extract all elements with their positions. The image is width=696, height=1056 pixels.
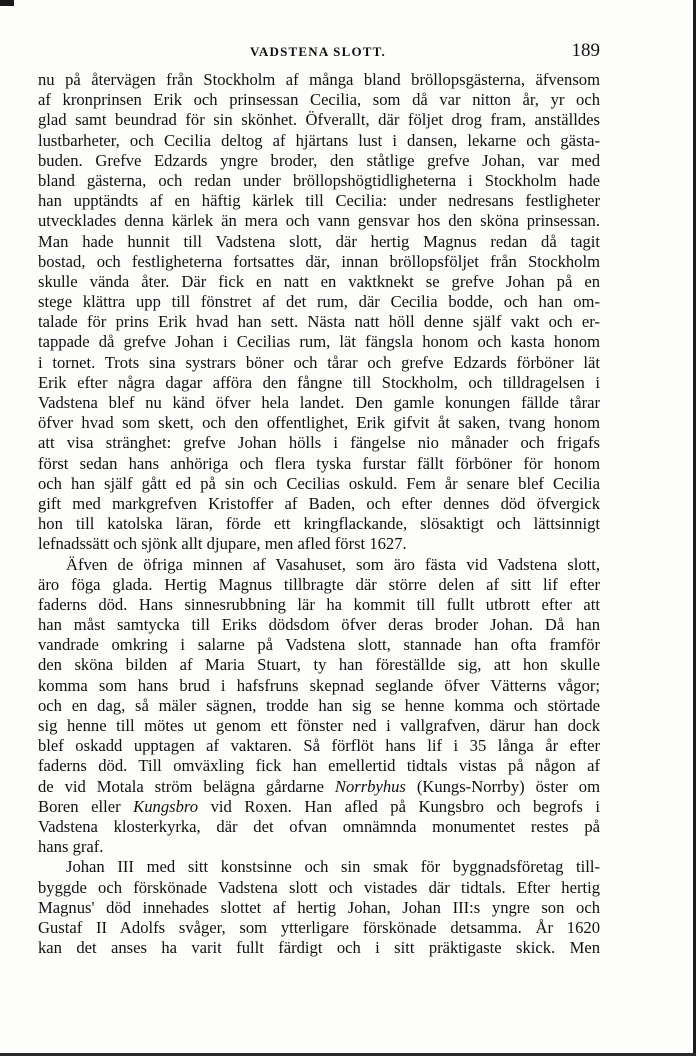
text-line: att visa stränghet: grefve Johan hölls i fängelse nio månader och frigafs [38,433,600,453]
text-segment: vid Roxen. Han afled på Kungsbro och begrofs i [198,796,600,816]
paragraph-end-line: lefnadssätt och sjönk allt djupare, men afled först 1627. [38,534,407,554]
paragraph-first-line: Äfven de öfriga minnen af Vasahuset, som äro fästa vid Vadstena slott, [66,554,600,574]
text-line: och han själf gått ed på sin och Cecilias oskuld. Fem år senare blef Cecilia [38,473,600,493]
text-line: kan det anses ha varit fullt färdigt och i sitt präktigaste skick. Men [38,938,600,958]
text-line: glad samt beundrad för sin skönhet. Öfverallt, där följet drog fram, anställdes [38,110,600,130]
text-line: hon till katolska läran, förde ett kringflackande, slösaktigt och lättsinnigt [38,514,600,534]
text-line: vandrade omkring i salarne på Vadstena slott, stannade han ofta framför [38,635,600,655]
text-line: skulle vända åter. Där fick en natt en vaktknekt se grefve Johan på en [38,271,600,291]
text-line: faderns död. Till omväxling fick han emellertid tidtals vistas på någon af [38,756,600,776]
text-line: nu på återvägen från Stockholm af många bland bröllopsgästerna, äfvensom [38,70,600,89]
text-line: gift med markgrefven Kristoffer af Baden, och efter dennes död öfvergick [38,493,600,513]
body-text [38,70,600,958]
text-line: han måst samtycka till Eriks dödsdom öfver deras broder Johan. Då han [38,615,600,635]
text-segment: (Kungs-Norrby) öster om [405,776,600,796]
page-number: 189 [571,40,600,61]
text-line: öfver hvad som skett, och den offentlighet, Erik gifvit åt saken, tvang honom [38,413,600,433]
text-line: först sedan hans anhöriga och flera tyska furstar fällt förböner för honom [38,453,600,473]
text-line: af kronprinsen Erik och prinsessan Cecilia, som då var nitton år, yr och [38,90,600,110]
paragraph-first-line: Johan III med sitt konstsinne och sin smak för byggnadsföretag till- [66,857,600,877]
text-line: Erik efter några dagar afföra den fångne till Stockholm, och tilldragelsen i [38,372,600,392]
text-line: faderns död. Hans sinnesrubbning lär ha kommit till fullt utbrott efter att [38,594,600,614]
text-line: han upptändts af en häftig kärlek till Cecilia: under nedresans festligheter [38,191,600,211]
text-line: Gustaf II Adolfs svåger, som ytterligare förskönade detsamma. År 1620 [38,917,600,937]
text-line: Magnus' död innehades slottet af hertig Johan, Johan III:s yngre son och [38,897,600,917]
text-line: buden. Grefve Edzards yngre broder, den ståtlige grefve Johan, var med [38,150,600,170]
text-segment: de vid Motala ström belägna gårdarne [38,776,335,796]
text-line: talade för prins Erik hvad han sett. Nästa natt höll denne själf vakt och er- [38,312,600,332]
text-line: Vadstena klosterkyrka, där det ofvan omnämnda monumentet restes på [38,816,600,836]
text-line [38,797,600,817]
text-line: Man hade hunnit till Vadstena slott, där hertig Magnus redan då tagit [38,231,600,251]
page-header [0,40,696,66]
text-line: sig henne till mötes ut genom ett fönster ned i vallgrafven, därur han dock [38,716,600,735]
text-line: lustbarheter, och Cecilia deltog af hjärtans lust i dansen, lekarne och gästa- [38,130,600,150]
text-line: och en dag, så mäler sägnen, trodde han sig se henne komma och störtade [38,695,600,715]
scan-edge [0,0,14,6]
text-line [38,777,600,797]
text-line: byggde och förskönade Vadstena slott och vistades där tidtals. Efter hertig [38,877,600,897]
text-segment: Boren eller [38,796,134,816]
text-line: äro föga glada. Hertig Magnus tillbragte där större delen af sitt lif efter [38,574,600,594]
text-line: stege klättra upp till fönstret af det rum, där Cecilia bodde, och han om- [38,292,600,312]
text-line: tappade då grefve Johan i Cecilias rum, lät fängsla honom och kasta honom [38,332,600,352]
paragraph-end-line: hans graf. [38,837,104,857]
text-line: bland gästerna, och redan under bröllopshögtidligheterna i Stockholm hade [38,170,600,190]
italic-place-name: Kungsbro [133,796,199,816]
text-line: komma som hans brud i hafsfruns skepnad seglande öfver Vätterns vågor; [38,675,600,695]
text-line: Vadstena blef nu känd öfver hela landet. Den gamle konungen fällde tårar [38,393,600,412]
italic-place-name: Norrbyhus [334,776,406,796]
text-line: blef oskadd upptagen af vaktaren. Så förflöt hans lif i 35 långa år efter [38,736,600,756]
text-line: utvecklades denna kärlek än mera och vann gensvar hos den sköna prinsessan. [38,211,600,231]
running-head: VADSTENA SLOTT. [250,44,387,59]
text-line: i tornet. Trots sina systrars böner och tårar och grefve Edzards förböner lät [38,352,600,372]
text-line: den sköna bilden af Maria Stuart, ty han föreställde sig, att hon skulle [38,655,600,675]
text-line: bostad, och festligheterna fortsattes där, innan bröllopsföljet från Stockholm [38,251,600,271]
